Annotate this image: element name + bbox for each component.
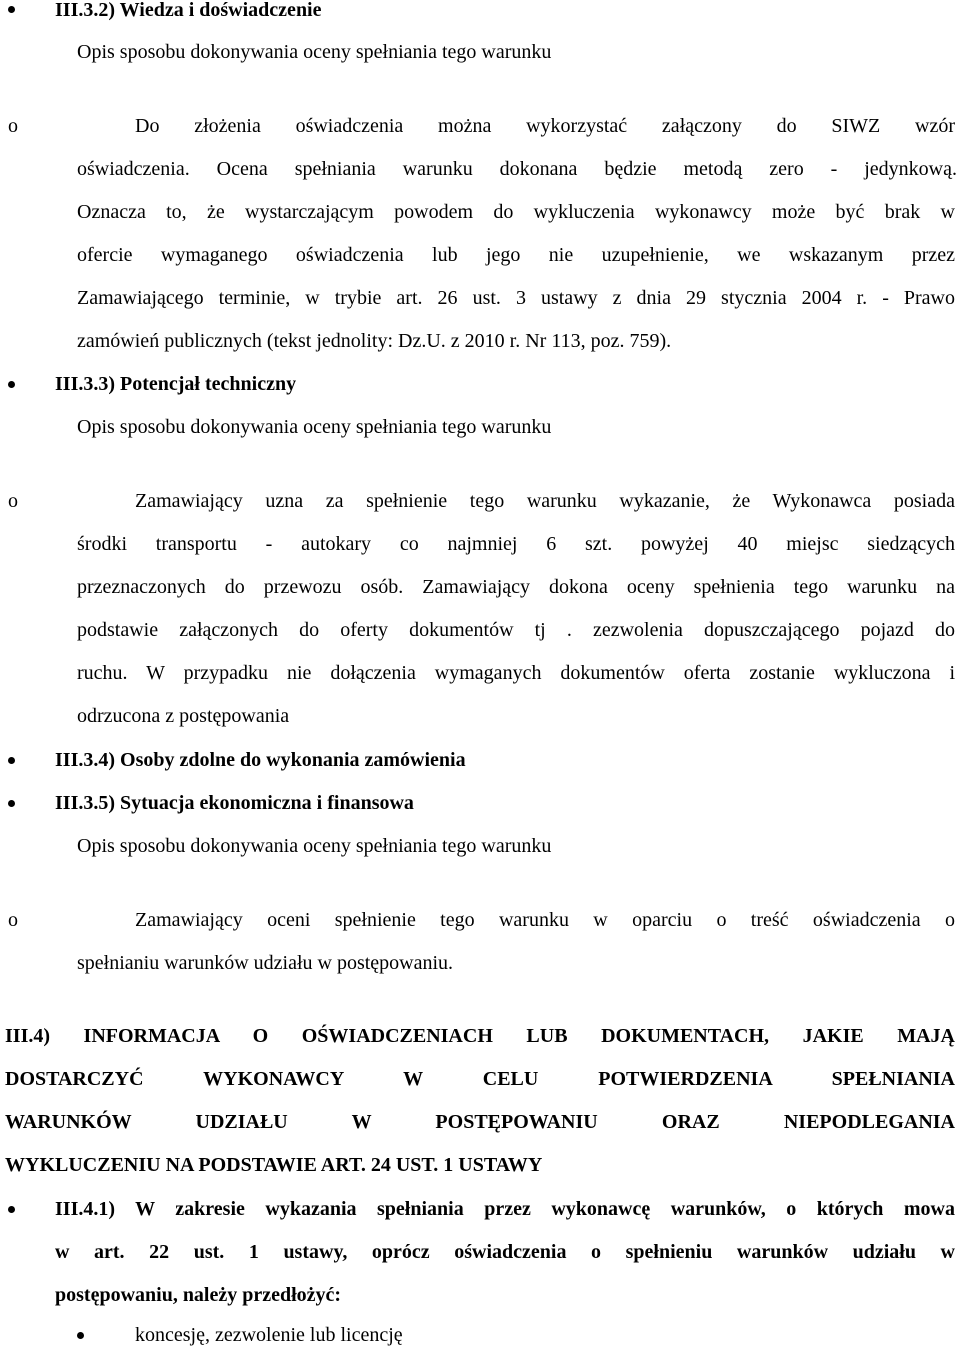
- section-heading-4: WARUNKÓW UDZIAŁU W POSTĘPOWANIU ORAZ NIEPODLEGANIA: [5, 1111, 955, 1133]
- bullet-icon: [8, 6, 15, 13]
- circle-bullet-icon: o: [8, 909, 18, 931]
- subsection-4-1: postępowaniu, należy przedłożyć:: [55, 1284, 342, 1306]
- opis-label: Opis sposobu dokonywania oceny spełniania tego warunku: [77, 835, 552, 857]
- section-heading-4: WYKLUCZENIU NA PODSTAWIE ART. 24 UST. 1 USTAWY: [5, 1154, 543, 1176]
- bullet-icon: [8, 757, 15, 764]
- list-item: koncesję, zezwolenie lub licencję: [135, 1324, 403, 1346]
- section-heading-3-5: III.3.5) Sytuacja ekonomiczna i finansowa: [55, 792, 414, 814]
- opis-label: Opis sposobu dokonywania oceny spełniania tego warunku: [77, 41, 552, 63]
- subsection-4-1: III.4.1) W zakresie wykazania spełniania przez wykonawcę warunków, o których mowa: [55, 1198, 955, 1220]
- paragraph-line: podstawie załączonych do oferty dokumentów tj . zezwolenia dopuszczającego pojazd do: [77, 619, 955, 641]
- bullet-icon: [8, 381, 15, 388]
- paragraph-line: Do złożenia oświadczenia można wykorzystać załączony do SIWZ wzór: [135, 115, 955, 137]
- paragraph-line: Zamawiającego terminie, w trybie art. 26 ust. 3 ustawy z dnia 29 stycznia 2004 r. - Prawo: [77, 287, 955, 309]
- section-heading-4: III.4) INFORMACJA O OŚWIADCZENIACH LUB DOKUMENTACH, JAKIE MAJĄ: [5, 1025, 955, 1047]
- bullet-icon: [8, 800, 15, 807]
- paragraph-line: Zamawiający uzna za spełnienie tego warunku wykazanie, że Wykonawca posiada: [135, 490, 955, 512]
- paragraph-line: odrzucona z postępowania: [77, 705, 290, 727]
- subsection-4-1: w art. 22 ust. 1 ustawy, oprócz oświadczenia o spełnieniu warunków udziału w: [55, 1241, 955, 1263]
- paragraph-line: środki transportu - autokary co najmniej 6 szt. powyżej 40 miejsc siedzących: [77, 533, 955, 555]
- paragraph-line: Zamawiający oceni spełnienie tego warunku w oparciu o treść oświadczenia o: [135, 909, 955, 931]
- paragraph-line: przeznaczonych do przewozu osób. Zamawiający dokona oceny spełnienia tego warunku na: [77, 576, 955, 598]
- section-heading-3-3: III.3.3) Potencjał techniczny: [55, 373, 297, 395]
- paragraph-line: spełnianiu warunków udziału w postępowaniu.: [77, 952, 454, 974]
- paragraph-line: oświadczenia. Ocena spełniania warunku dokonana będzie metodą zero - jedynkową.: [77, 158, 957, 180]
- bullet-icon: [77, 1332, 84, 1339]
- section-heading-3-4: III.3.4) Osoby zdolne do wykonania zamówienia: [55, 749, 466, 771]
- paragraph-line: ruchu. W przypadku nie dołączenia wymaganych dokumentów oferta zostanie wykluczona i: [77, 662, 955, 684]
- section-heading-4: DOSTARCZYĆ WYKONAWCY W CELU POTWIERDZENIA SPEŁNIANIA: [5, 1068, 955, 1090]
- opis-label: Opis sposobu dokonywania oceny spełniania tego warunku: [77, 416, 552, 438]
- paragraph-line: zamówień publicznych (tekst jednolity: Dz.U. z 2010 r. Nr 113, poz. 759).: [77, 330, 672, 352]
- paragraph-line: Oznacza to, że wystarczającym powodem do wykluczenia wykonawcy może być brak w: [77, 201, 955, 223]
- section-heading-3-2: III.3.2) Wiedza i doświadczenie: [55, 0, 322, 21]
- bullet-icon: [8, 1206, 15, 1213]
- circle-bullet-icon: o: [8, 115, 18, 137]
- paragraph-line: ofercie wymaganego oświadczenia lub jego nie uzupełnienie, we wskazanym przez: [77, 244, 955, 266]
- circle-bullet-icon: o: [8, 490, 18, 512]
